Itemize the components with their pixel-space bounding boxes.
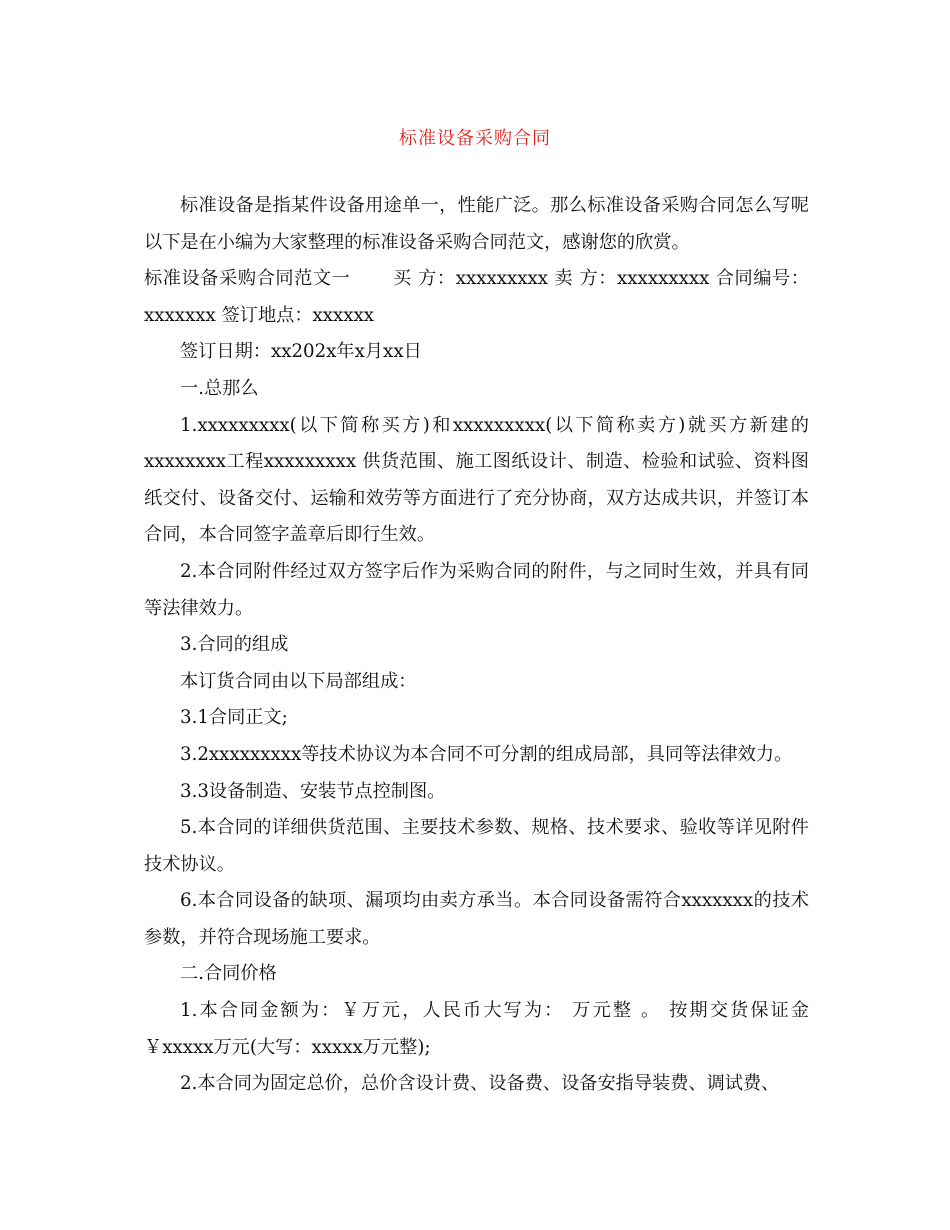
document-title: 标准设备采购合同: [399, 128, 551, 149]
clause-1: 1.xxxxxxxxx(以下简称买方)和xxxxxxxxx(以下简称卖方)就买方新建的xxxxxxxx工程xxxxxxxxx 供货范围、施工图纸设计、制造、检验和试验、资料图纸交付、设备交付、运输和效劳等方面进行了充分协商，双方达成共识，并签订本合同，本合同签字盖章后即行生效。: [144, 414, 809, 546]
intro-paragraph: 标准设备是指某件设备用途单一，性能广泛。那么标准设备采购合同怎么写呢以下是在小编为大家整理的标准设备采购合同范文，感谢您的欣赏。: [144, 195, 809, 253]
clause-3-2: 3.2xxxxxxxxx等技术协议为本合同不可分割的组成局部，具同等法律效力。: [180, 743, 793, 765]
contract-header: [144, 261, 809, 334]
clause-3-1: 3.1合同正文;: [180, 707, 288, 729]
price-clause-1: 1.本合同金额为：￥万元，人民币大写为： 万元整 。 按期交货保证金￥xxxxx万元(大写：xxxxx万元整);: [144, 1000, 809, 1058]
section-heading-general: 一.总那么: [180, 377, 259, 399]
section-heading-price: 二.合同价格: [180, 963, 277, 985]
party-info: 买 方：xxxxxxxxx 卖 方：xxxxxxxxx 合同编号：xxxxxxx 签订地点：xxxxxx: [144, 268, 809, 326]
clause-6: 6.本合同设备的缺项、漏项均由卖方承当。本合同设备需符合xxxxxxx的技术参数，并符合现场施工要求。: [144, 890, 809, 948]
clause-2: 2.本合同附件经过双方签字后作为采购合同的附件，与之同时生效，并具有同等法律效力。: [144, 560, 809, 619]
sign-date: 签订日期：xx202x年x月xx日: [180, 341, 422, 363]
price-clause-2: 2.本合同为固定总价，总价含设计费、设备费、设备安指导装费、调试费、: [180, 1073, 780, 1095]
document-body: [144, 188, 809, 1103]
sample-title: 标准设备采购合同范文一: [144, 268, 351, 290]
clause-3-3: 3.3设备制造、安装节点控制图。: [180, 780, 446, 802]
clause-5: 5.本合同的详细供货范围、主要技术参数、规格、技术要求、验收等详见附件技术协议。: [144, 817, 809, 875]
clause-3-intro: 本订货合同由以下局部组成：: [180, 670, 417, 692]
clause-3: 3.合同的组成: [180, 634, 289, 656]
